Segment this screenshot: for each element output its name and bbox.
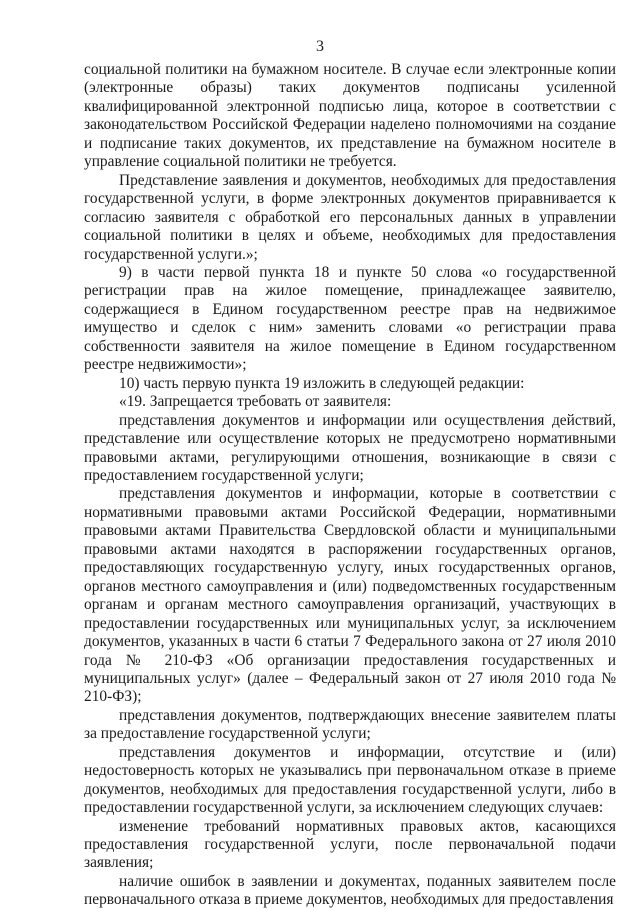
paragraph-prohibition-2: представления документов и информации, которые в соответствии с нормативными правовыми актами Российской Федерации, нормативными правовыми актами Правительства Свердловской области и муниципальными правовыми актами находятся в распоряжении государственных органов, предоставляющих государственную услугу, иных государственных органов, органов местного самоуправления и (или) подведомственных государственным органам и органам местного самоуправления организаций, участвующих в предоставлении государственных или муниципальных услуг, за исключением документов, указанных в части 6 статьи 7 Федерального закона от 27 июля 2010 года № 210-ФЗ «Об организации предоставления государственных и муниципальных услуг» (далее – Федеральный закон от 27 июля 2010 года № 210-ФЗ); bbox=[84, 485, 616, 706]
paragraph-electronic-consent: Представление заявления и документов, необходимых для предоставления государственной услуги, в форме электронных документов приравнивается к согласию заявителя с обработкой его персональных данных в управлении социальной политики в целях и объеме, необходимых для предоставления государственной услуги.»; bbox=[84, 171, 616, 263]
paragraph-point-19-intro: «19. Запрещается требовать от заявителя: bbox=[119, 393, 392, 411]
page-number: 3 bbox=[316, 38, 324, 55]
paragraph-exception-1: изменение требований нормативных правовых актов, касающихся предоставления государственной услуги, после первоначальной подачи заявления; bbox=[84, 817, 616, 872]
paragraph-exception-2: наличие ошибок в заявлении и документах, поданных заявителем после первоначального отказа в приеме документов, необходимых для предоставления bbox=[84, 872, 616, 909]
paragraph-item-9: 9) в части первой пункта 18 и пункте 50 слова «о государственной регистрации прав на жилое помещение, принадлежащее заявителю, содержащиеся в Едином государственном реестре прав на недвижимое имущество и сделок с ним» заменить словами «о регистрации права собственности заявителя на жилое помещение в Едином государственном реестре недвижимости»; bbox=[84, 263, 616, 374]
paragraph-prohibition-1: представления документов и информации или осуществления действий, представление или осуществление которых не предусмотрено нормативными правовыми актами, регулирующими отношения, возникающие в связи с предоставлением государственной услуги; bbox=[84, 411, 616, 484]
paragraph-prohibition-3: представления документов, подтверждающих внесение заявителем платы за предоставление государственной услуги; bbox=[84, 706, 616, 743]
document-body bbox=[84, 61, 616, 910]
paragraph-item-10: 10) часть первую пункта 19 изложить в следующей редакции: bbox=[119, 374, 525, 392]
paragraph-1-continuation: социальной политики на бумажном носителе. В случае если электронные копии (электронные образы) таких документов подписаны усиленной квалифицированной электронной подписью лица, которое в соответствии с законодательством Российской Федерации наделено полномочиями на создание и подписание таких документов, их представление на бумажном носителе в управление социальной политики не требуется. bbox=[84, 61, 616, 171]
paragraph-prohibition-4: представления документов и информации, отсутствие и (или) недостоверность которых не указывались при первоначальном отказе в приеме документов, необходимых для предоставления государственной услуги, либо в предоставлении государственной услуги, за исключением следующих случаев: bbox=[84, 743, 616, 817]
